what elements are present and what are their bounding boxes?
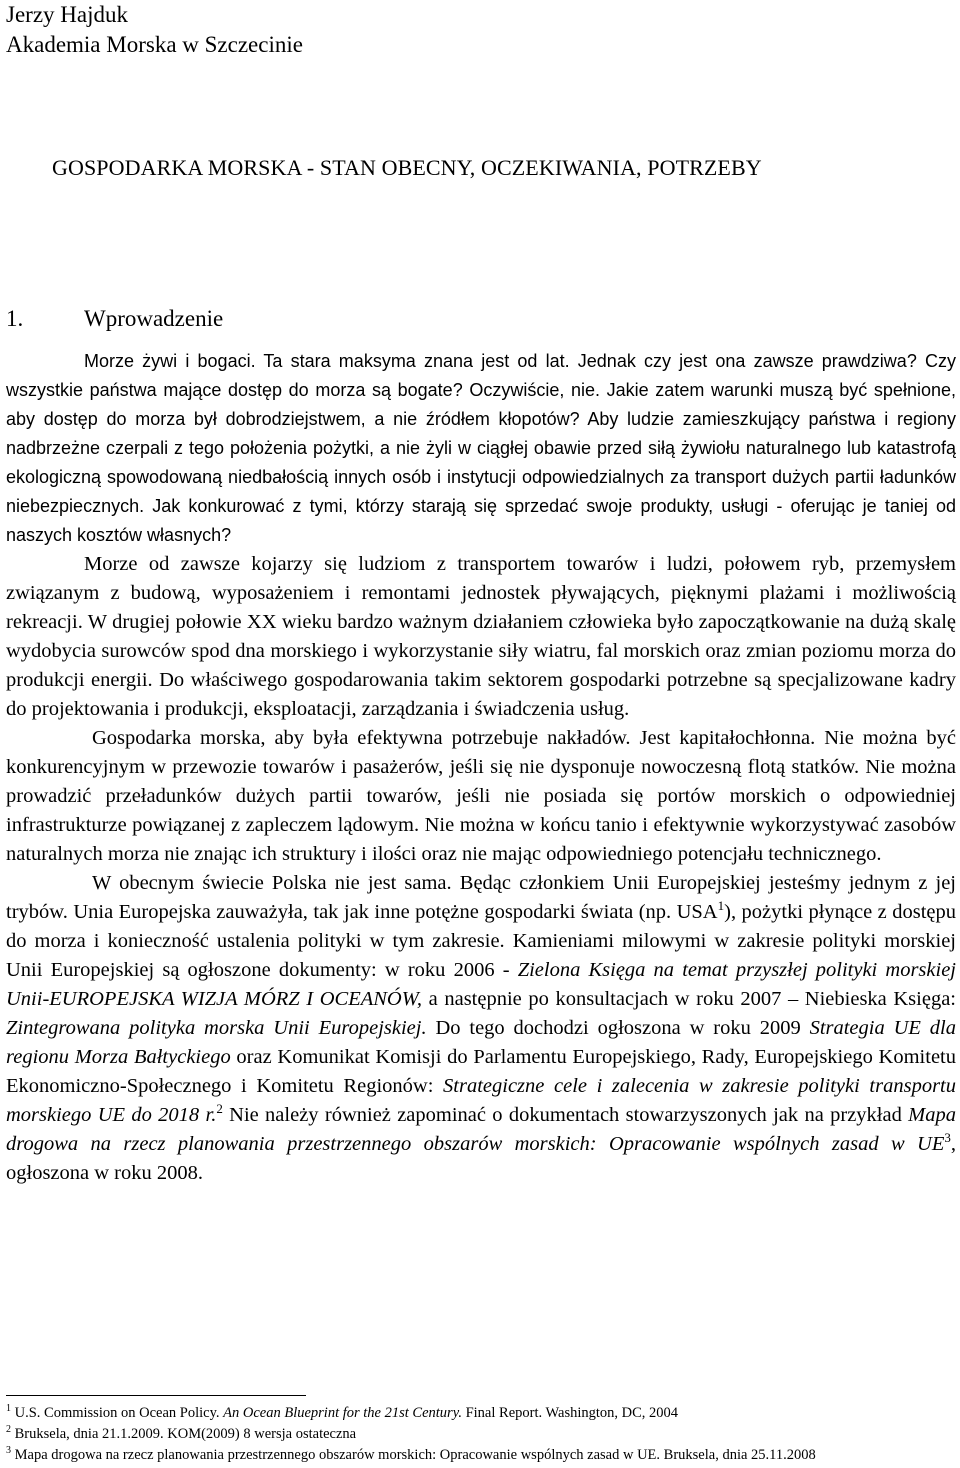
section-label: Wprowadzenie xyxy=(84,306,224,331)
author-block xyxy=(6,0,956,60)
footnote-3: $^3$ Mapa drogowa na rzecz planowania przestrzennego obszarów morskich: Opracowanie wspólnych zasad w UE. Bruksela, dnia 25.11.2008 xyxy=(6,1445,816,1463)
footnote-ref-3[interactable]: 3 xyxy=(944,1130,951,1146)
doc-title-baltic-strategy: Strategia UE dla regionu Morza Bałtyckiego xyxy=(6,1017,956,1068)
author-institution: Akademia Morska w Szczecinie xyxy=(6,32,303,57)
footnote-ref-1[interactable]: 1 xyxy=(717,898,725,914)
body-text xyxy=(6,347,956,1188)
doc-title-green-paper: Zielona Księga na temat przyszłej polityki morskiej Unii-EUROPEJSKA WIZJA MÓRZ I OCEANÓW, xyxy=(6,959,956,1010)
section-heading xyxy=(6,306,223,332)
doc-title-blue-book: Zintegrowana polityka morska Unii Europejskiej. xyxy=(6,1017,427,1039)
section-number: 1. xyxy=(6,306,24,331)
paragraph-1-rest: Aby ludzie zamieszkujący państwa i regiony nadbrzeżne czerpali z tego położenia pożytki, a nie żyli w ciągłej obawie przed siłą żywiołu naturalnego lub katastrofą ekologiczną spowodowaną niedbałością innych osób i instytucji odpowiedzialnych za transport dużych partii ładunków niebezpiecznych. Jak konkurować z tymi, którzy starają się sprzedać swoje produkty, usługi - oferując je taniej od naszych kosztów własnych? xyxy=(6,409,956,545)
footnotes xyxy=(6,1403,956,1466)
document-title: GOSPODARKA MORSKA - STAN OBECNY, OCZEKIWANIA, POTRZEBY xyxy=(52,155,762,180)
paragraph-2: Morze od zawsze kojarzy się ludziom z transportem towarów i ludzi, połowem ryb, przemysłem związanym z budową, wyposażeniem i remontami jednostek pływających, pięknymi plażami i możliwością rekreacji. W drugiej połowie XX wieku bardzo ważnym działaniem człowieka było zapoczątkowanie na dużą skalę wydobycia surowców spod dna morskiego i wykorzystanie siły wiatru, fal morskich oraz zmian poziomu morza do produkcji energii. Do właściwego gospodarowania takim sektorem gospodarki potrzebne są specjalizowane kadry do projektowania i produkcji, eksploatacji, zarządzania i świadczenia usług. xyxy=(6,553,956,720)
document-page xyxy=(6,0,957,1463)
footnote-separator xyxy=(6,1395,306,1396)
paragraph-4: W obecnym świecie Polska nie jest sama. Będąc członkiem Unii Europejskiej jesteśmy jednym z jej trybów. Unia Europejska zauważyła, tak jak inne potężne gospodarki świata (np. USA$^1$), pożytki płynące z dostępu do morza i konieczność ustalenia polityki w tym zakresie. Kamieniami milowymi w zakresie polityki morskiej Unii Europejskiej są ogłoszone dokumenty: w roku 2006 - Zielona Księga na temat przyszłej polityki morskiej Unii-EUROPEJSKA WIZJA MÓRZ I OCEANÓW, a następnie po konsultacjach w roku 2007 – Niebieska Księga: Zintegrowana polityka morska Unii Europejskiej. Do tego dochodzi ogłoszona w roku 2009 Strategia UE dla regionu Morza Bałtyckiego oraz Komunikat Komisji do Parlamentu Europejskiego, Rady, Europejskiego Komitetu Ekonomiczno-Społecznego i Komitetu Regionów: Strategiczne cele i zalecenia w zakresie polityki transportu morskiego UE do 2018 r.$^2$ Nie należy również zapominać o dokumentach stowarzyszonych jak na przykład Mapa drogowa na rzecz planowania przestrzennego obszarów morskich: Opracowanie wspólnych zasad w $UE^3$, ogłoszona w roku 2008. xyxy=(6,872,957,1184)
author-name: Jerzy Hajduk xyxy=(6,2,128,27)
footnote-1: $^1$ U.S. Commission on Ocean Policy. An Ocean Blueprint for the 21st Century. Final Report. Washington, DC, 2004 xyxy=(6,1403,679,1421)
doc-title-roadmap: Mapa drogowa na rzecz planowania przestrzennego obszarów morskich: Opracowanie wspólnych zasad w UE xyxy=(6,1104,956,1155)
paragraph-1 xyxy=(6,347,956,550)
paragraph-1-intro: Morze żywi i bogaci. Ta stara maksyma znana jest od lat. Jednak czy jest ona zawsze prawdziwa? Czy wszystkie państwa mające dostęp do morza są bogate? Oczywiście, nie. Jakie zatem warunki muszą być spełnione, aby dostęp do morza był dobrodziejstwem, a nie źródłem kłopotów? xyxy=(6,351,956,429)
doc-title-transport-policy: Strategiczne cele i zalecenia w zakresie polityki transportu morskiego UE do 2018 r. xyxy=(6,1075,956,1126)
footnote-2: $^2$ Bruksela, dnia 21.1.2009. KOM(2009) 8 wersja ostateczna xyxy=(6,1424,357,1442)
paragraph-3: Gospodarka morska, aby była efektywna potrzebuje nakładów. Jest kapitałochłonna. Nie można być konkurencyjnym w przewozie towarów i pasażerów, jeśli się nie dysponuje nowoczesną flotą statków. Nie można prowadzić przeładunków dużych partii towarów, jeśli nie posiada się portów morskich o odpowiedniej infrastrukturze powiązanej z zapleczem lądowym. Nie można w końcu tanio i efektywnie wykorzystywać zasobów naturalnych morza nie znając ich struktury i ilości oraz nie mając odpowiedniego potencjału technicznego. xyxy=(6,727,956,865)
footnote-ref-2[interactable]: 2 xyxy=(216,1101,223,1117)
